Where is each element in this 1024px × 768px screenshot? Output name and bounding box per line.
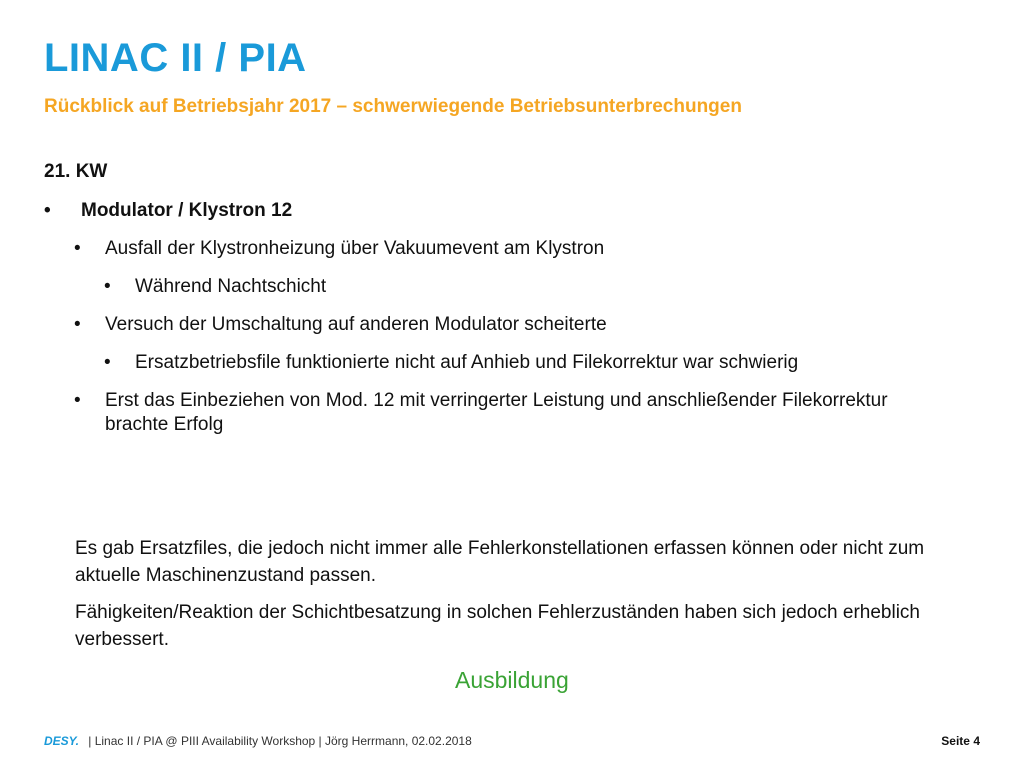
bullet-level1 bbox=[44, 199, 984, 223]
slide-subtitle: Rückblick auf Betriebsjahr 2017 – schwerwiegende Betriebsunterbrechungen bbox=[44, 96, 742, 117]
bullet-level2 bbox=[44, 237, 984, 261]
bullet-icon: • bbox=[104, 276, 111, 297]
logo-text: DESY bbox=[44, 734, 76, 748]
bullet-text: Modulator / Klystron 12 bbox=[81, 200, 293, 221]
page-number: Seite 4 bbox=[941, 734, 980, 748]
bullet-text: Während Nachtschicht bbox=[135, 276, 327, 297]
bullet-level3 bbox=[44, 351, 984, 375]
bullet-icon: • bbox=[104, 352, 111, 373]
week-heading: 21. KW bbox=[44, 161, 108, 182]
bullet-text: Ersatzbetriebsfile funktionierte nicht auf Anhieb und Filekorrektur war schwierig bbox=[135, 352, 799, 373]
slide-body bbox=[44, 160, 984, 437]
summary-paragraph-1: Es gab Ersatzfiles, die jedoch nicht immer alle Fehlerkonstellationen erfassen können oder nicht zum aktuelle Maschinenzustand passen. bbox=[75, 538, 925, 586]
bullet-icon: • bbox=[44, 200, 51, 221]
bullet-level3 bbox=[44, 275, 984, 299]
bullet-icon: • bbox=[74, 238, 81, 259]
bullet-text: Erst das Einbeziehen von Mod. 12 mit verringerter Leistung und anschließender Filekorrektur brachte Erfolg bbox=[105, 390, 888, 435]
bullet-level2 bbox=[44, 313, 984, 337]
highlight-label: Ausbildung bbox=[455, 667, 569, 693]
summary-paragraph-2: Fähigkeiten/Reaktion der Schichtbesatzung in solchen Fehlerzuständen haben sich jedoch erheblich verbessert. bbox=[75, 602, 920, 650]
slide-footer bbox=[44, 734, 980, 748]
bullet-text: Versuch der Umschaltung auf anderen Modulator scheiterte bbox=[105, 314, 607, 335]
slide-title: LINAC II / PIA bbox=[44, 36, 307, 80]
bullet-text: Ausfall der Klystronheizung über Vakuumevent am Klystron bbox=[105, 238, 605, 259]
logo-dot: . bbox=[75, 734, 79, 748]
bullet-icon: • bbox=[74, 390, 81, 411]
desy-logo bbox=[44, 734, 79, 748]
bullet-icon: • bbox=[74, 314, 81, 335]
bullet-level2 bbox=[44, 389, 925, 437]
footer-text: | Linac II / PIA @ PIII Availability Workshop | Jörg Herrmann, 02.02.2018 bbox=[88, 734, 472, 748]
